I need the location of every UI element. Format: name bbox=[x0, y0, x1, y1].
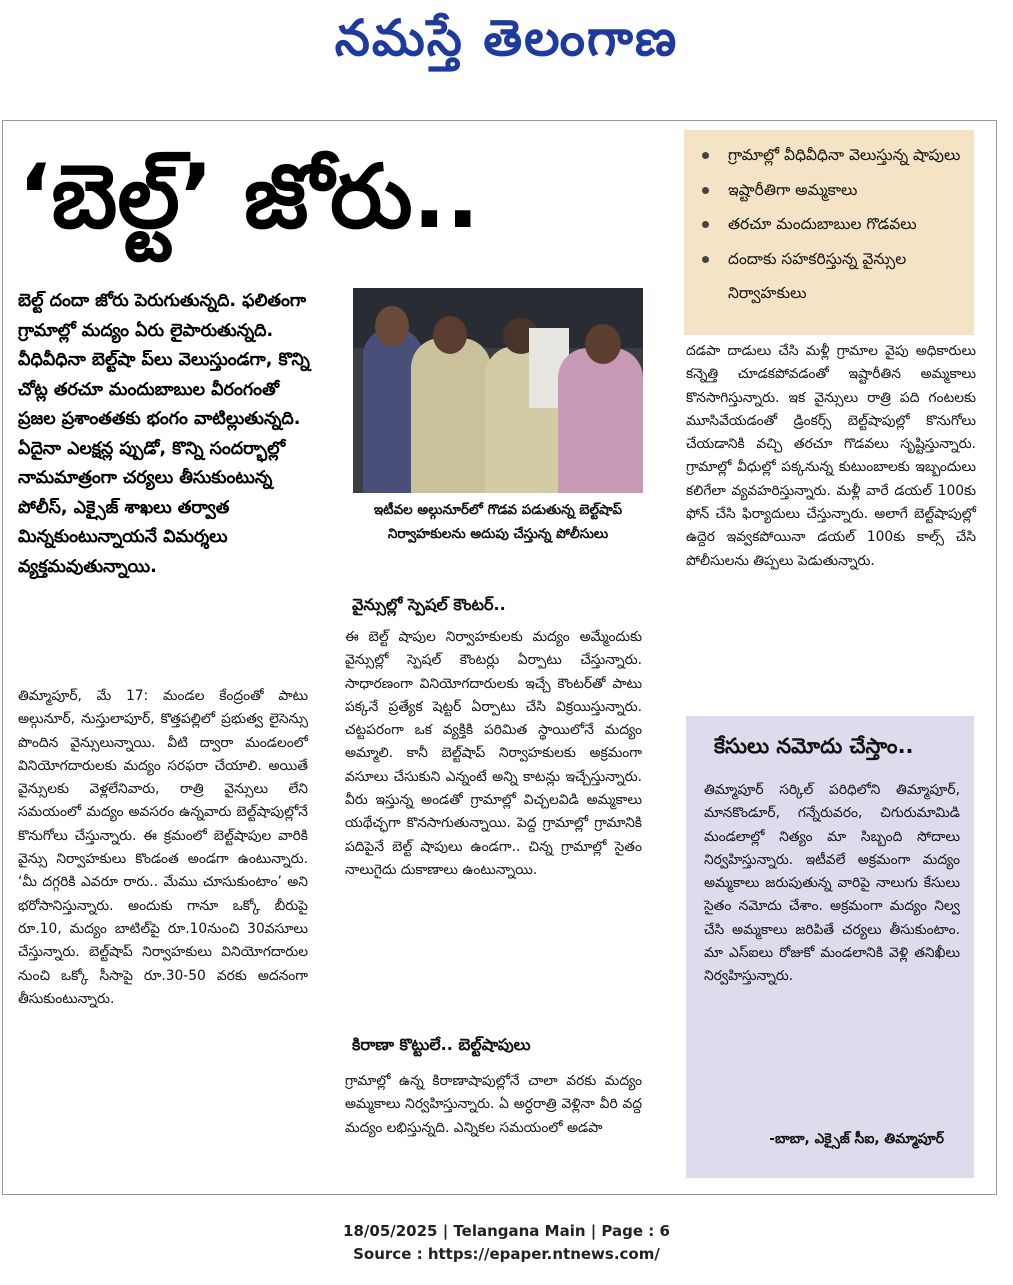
quote-box-signature: -బాబా, ఎక్సైజ్ సీఐ, తిమ్మాపూర్ bbox=[769, 1131, 944, 1147]
news-photo bbox=[353, 288, 643, 493]
photo-caption: ఇటీవల అల్గునూర్‌లో గొడవ పడుతున్న బెల్ట్‌షాప్ నిర్వాహకులను అదుపు చేస్తున్న పోలీసులు bbox=[373, 502, 623, 542]
masthead-logo: నమస్తే తెలంగాణ bbox=[334, 8, 679, 67]
highlight-item: తరచూ మందుబాబుల గొడవలు bbox=[728, 207, 974, 242]
lead-paragraph: బెల్ట్ దందా జోరు పెరుగుతున్నది. ఫలితంగా గ్రామాల్లో మద్యం ఏరు లైపారుతున్నది. వీధివీధినా బెల్ట్‌షా ప్‌లు వెలుస్తుండగా, కొన్ని చోట్ల తరచూ మందుబాబుల వీరంగంతో ప్రజల ప్రశాంతతకు భంగం వాటిల్లుతున్నది. ఏదైనా ఎలక్షన్ల ప్పుడో, కొన్ని సందర్భాల్లో నామమాత్రంగా చర్యలు తీసుకుంటున్న పోలీస్, ఎక్సైజ్ శాఖలు తర్వాత మిన్నకుంటున్నాయనే విమర్శలు వ్యక్తమవుతున్నాయి. bbox=[18, 291, 310, 577]
footer-source: Source : https://epaper.ntnews.com/ bbox=[353, 1245, 660, 1263]
highlights-list bbox=[684, 130, 974, 311]
quote-box-title: కేసులు నమోదు చేస్తాం.. bbox=[714, 734, 914, 758]
body-column-2a: ఈ బెల్ట్ షాపుల నిర్వాహకులకు మద్యం అమ్మేందుకు వైన్సుల్లో స్పెషల్ కౌంటర్లు ఏర్పాటు చేస్తున్నారు. సాధారణంగా వినియోగదారులకు ఇచ్చే కౌంటర్‌తో పాటు పక్కనే ప్రత్యేక షెట్టర్ ఏర్పాటు చేసి విక్రయిస్తున్నారు. చట్టపరంగా ఒక వ్యక్తికి పరిమిత స్థాయిలోనే మద్యం అమ్మాలి. కానీ బెల్ట్‌షాప్ నిర్వాహకులకు అక్రమంగా వసూలు చేసుకుని ఎన్నంటే అన్ని కాటన్లు ఇచ్చేస్తున్నారు. వీరు ఇస్తున్న అండతో గ్రామాల్లో విచ్చలవిడి అమ్మకాలు యథేచ్ఛగా కొనసాగుతున్నాయి. పెద్ద గ్రామాల్లో గ్రామానికి పదిపైనే బెల్ట్ షాపులు ఉండగా.. చిన్న గ్రామాల్లో సైతం నాలుగైదు దుకాణాలు ఉంటున్నాయి. bbox=[345, 629, 642, 878]
quote-box-text: తిమ్మాపూర్ సర్కిల్ పరిధిలోని తిమ్మాపూర్, మానకొండూర్, గన్నేరువరం, చిగురుమామిడి మండలాల్లో నిత్యం మా సిబ్బంది సోదాలు నిర్వహిస్తున్నారు. ఇటీవలే అక్రమంగా మద్యం అమ్మకాలు జరుపుతున్న వారిపై నాలుగు కేసులు సైతం నమోదు చేశాం. అక్రమంగా మద్యం నిల్వ చేసి అమ్మకాలు జరిపితే చర్యలు తీసుకుంటాం. మా ఎస్‌ఐలు రోజుకో మండలానికి వెళ్లి తనిఖీలు నిర్వహిస్తున్నారు. bbox=[704, 782, 960, 985]
subhead-special-counter: వైన్సుల్లో స్పెషల్ కౌంటర్.. bbox=[352, 595, 506, 614]
headline: ‘బెల్ట్’ జోరు.. bbox=[18, 145, 480, 248]
subhead-kirana: కిరాణా కొట్టులే.. బెల్ట్‌షాపులు bbox=[352, 1035, 531, 1054]
body-column-2b: గ్రామాల్లో ఉన్న కిరాణాషాపుల్లోనే చాలా వరకు మద్యం అమ్మకాలు నిర్వహిస్తున్నారు. ఏ అర్ధరాత్రి వెళ్లినా వీరి వద్ద మద్యం లభిస్తున్నది. ఎన్నికల సమయంలో అడపా bbox=[345, 1073, 642, 1136]
highlight-item: ఇష్టారీతిగా అమ్మకాలు bbox=[728, 173, 974, 208]
bullet-icon bbox=[702, 221, 709, 228]
bullet-icon bbox=[702, 187, 709, 194]
footer-date-page: 18/05/2025 | Telangana Main | Page : 6 bbox=[343, 1222, 670, 1240]
highlights-box bbox=[684, 130, 974, 335]
body-column-3: దడపా దాడులు చేసి మళ్లీ గ్రామాల వైపు అధికారులు కన్నెత్తి చూడకపోవడంతో ఇష్టారీతిన అమ్మకాలు కొనసాగిస్తున్నారు. ఇక వైన్సులు రాత్రి పది గంటలకు మూసివేయడంతో డ్రింకర్స్ బెల్ట్‌షాపుల్లో కొనుగోలు చేయడానికి వచ్చి తరచూ గొడవలు సృష్టిస్తున్నారు. గ్రామాల్లో వీధుల్లో పక్కనున్న కుటుంబాలకు ఇబ్బందులు కలిగేలా వ్యవహరిస్తున్నారు. మళ్లీ వారే డయల్ 100కు ఫోన్ చేసి ఫిర్యాదులు చేస్తున్నారు. అలాగే బెల్ట్‌షాపుల్లో ఉద్దెర ఇవ్వకపోయినా డయల్ 100కు కాల్స్ చేసి పోలీసులను తిప్పలు పెడుతున్నారు. bbox=[686, 343, 976, 569]
quote-box bbox=[686, 716, 974, 1178]
body-column-1: తిమ్మాపూర్, మే 17: మండల కేంద్రంతో పాటు అల్గునూర్, నుస్తులాపూర్, కొత్తపల్లిలో ప్రభుత్వ లైసెన్సు పొందిన వైన్సులున్నాయి. వీటి ద్వారా మండలంలో వినియోగదారులకు మద్యం సరఫరా చేయాలి. అయితే వైన్సులకు వెళ్లలేనివారు, రాత్రి వైన్సులు లేని సమయంలో మద్యం అవసరం ఉన్నవారు బెల్ట్‌షాపుల్లోనే కొనుగోలు చేస్తున్నారు. ఈ క్రమంలో బెల్ట్‌షాపుల వారికి వైన్సు నిర్వాహకులు కొండంత అండగా ఉంటున్నారు. ‘మీ దగ్గరికి ఎవరూ రారు.. మేము చూసుకుంటాం’ అని భరోసానిస్తున్నారు. అందుకు గానూ ఒక్కో బీరుపై రూ.10, మద్యం బాటిల్‌పై రూ.10నుంచి 30వసూలు చేస్తున్నారు. బెల్ట్‌షాప్ నిర్వాహకులు వినియోగదారుల నుంచి ఒక్కో సీసాపై రూ.30-50 వరకు అదనంగా తీసుకుంటున్నారు. bbox=[18, 688, 308, 1007]
bullet-icon bbox=[702, 152, 709, 159]
highlight-item: గ్రామాల్లో వీధివీధినా వెలుస్తున్న షాపులు bbox=[728, 138, 974, 173]
bullet-icon bbox=[702, 256, 709, 263]
highlight-item: దందాకు సహకరిస్తున్న వైన్సుల నిర్వాహకులు bbox=[728, 242, 974, 311]
